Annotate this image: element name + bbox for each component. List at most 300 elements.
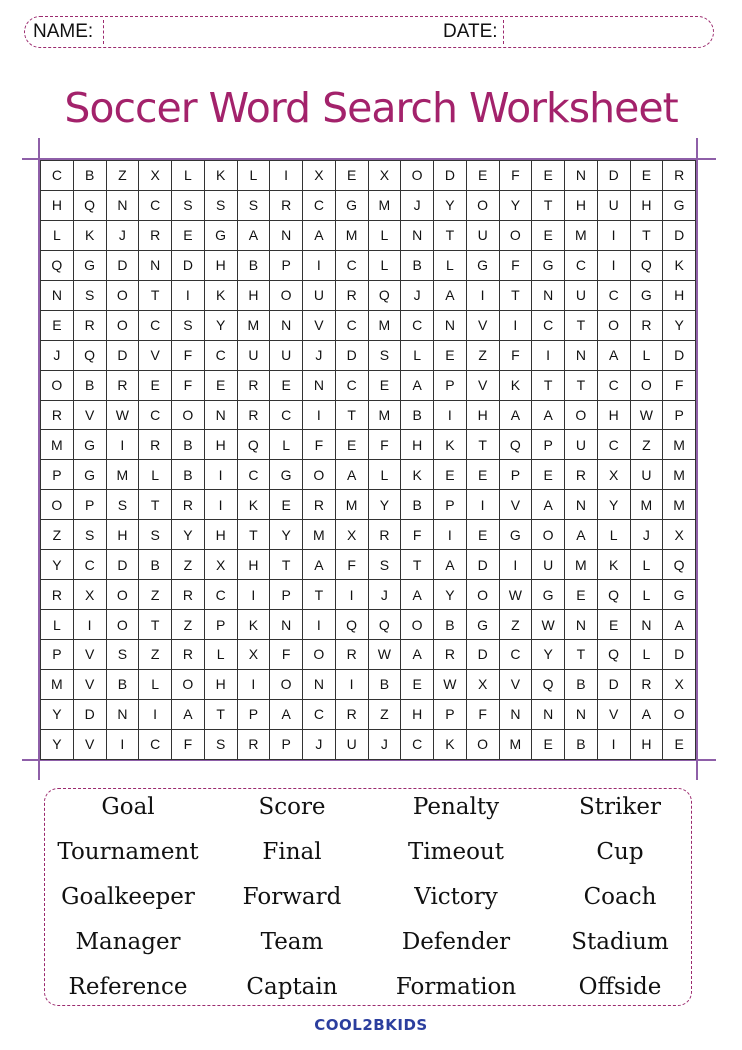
grid-cell[interactable]: Y bbox=[41, 729, 74, 759]
grid-cell[interactable]: X bbox=[663, 669, 696, 699]
grid-cell[interactable]: I bbox=[172, 280, 205, 310]
grid-cell[interactable]: O bbox=[270, 280, 303, 310]
grid-cell[interactable]: X bbox=[597, 460, 630, 490]
grid-cell[interactable]: V bbox=[73, 640, 106, 670]
grid-cell[interactable]: V bbox=[499, 490, 532, 520]
grid-cell[interactable]: A bbox=[532, 490, 565, 520]
grid-cell[interactable]: H bbox=[237, 280, 270, 310]
grid-cell[interactable]: L bbox=[270, 430, 303, 460]
grid-cell[interactable]: R bbox=[565, 460, 598, 490]
grid-cell[interactable]: L bbox=[139, 669, 172, 699]
grid-cell[interactable]: G bbox=[270, 460, 303, 490]
grid-cell[interactable]: I bbox=[466, 280, 499, 310]
grid-cell[interactable]: F bbox=[270, 640, 303, 670]
grid-cell[interactable]: Y bbox=[597, 490, 630, 520]
grid-cell[interactable]: R bbox=[270, 190, 303, 220]
grid-cell[interactable]: B bbox=[368, 669, 401, 699]
grid-cell[interactable]: U bbox=[466, 220, 499, 250]
grid-cell[interactable]: N bbox=[565, 610, 598, 640]
grid-cell[interactable]: I bbox=[499, 310, 532, 340]
grid-cell[interactable]: J bbox=[630, 520, 663, 550]
grid-cell[interactable]: O bbox=[270, 669, 303, 699]
grid-cell[interactable]: J bbox=[303, 729, 336, 759]
grid-cell[interactable]: T bbox=[335, 400, 368, 430]
grid-cell[interactable]: I bbox=[106, 430, 139, 460]
grid-cell[interactable]: W bbox=[368, 640, 401, 670]
grid-cell[interactable]: K bbox=[204, 161, 237, 191]
grid-cell[interactable]: C bbox=[335, 250, 368, 280]
grid-cell[interactable]: B bbox=[172, 430, 205, 460]
grid-cell[interactable]: Q bbox=[73, 340, 106, 370]
grid-cell[interactable]: T bbox=[466, 430, 499, 460]
grid-cell[interactable]: K bbox=[401, 460, 434, 490]
grid-cell[interactable]: H bbox=[237, 550, 270, 580]
grid-cell[interactable]: Z bbox=[139, 580, 172, 610]
grid-cell[interactable]: G bbox=[499, 520, 532, 550]
grid-cell[interactable]: W bbox=[434, 669, 467, 699]
grid-cell[interactable]: I bbox=[597, 250, 630, 280]
grid-cell[interactable]: U bbox=[303, 280, 336, 310]
grid-cell[interactable]: T bbox=[139, 490, 172, 520]
grid-cell[interactable]: E bbox=[532, 220, 565, 250]
grid-cell[interactable]: L bbox=[172, 161, 205, 191]
grid-cell[interactable]: Z bbox=[630, 430, 663, 460]
grid-cell[interactable]: I bbox=[270, 161, 303, 191]
grid-cell[interactable]: O bbox=[106, 610, 139, 640]
grid-cell[interactable]: B bbox=[139, 550, 172, 580]
grid-cell[interactable]: R bbox=[73, 310, 106, 340]
grid-cell[interactable]: Q bbox=[335, 610, 368, 640]
grid-cell[interactable]: A bbox=[335, 460, 368, 490]
grid-cell[interactable]: Q bbox=[630, 250, 663, 280]
grid-cell[interactable]: P bbox=[41, 640, 74, 670]
grid-cell[interactable]: W bbox=[499, 580, 532, 610]
grid-cell[interactable]: R bbox=[172, 490, 205, 520]
grid-cell[interactable]: O bbox=[303, 460, 336, 490]
grid-cell[interactable]: C bbox=[401, 310, 434, 340]
grid-cell[interactable]: N bbox=[532, 280, 565, 310]
grid-cell[interactable]: S bbox=[172, 310, 205, 340]
grid-cell[interactable]: H bbox=[204, 520, 237, 550]
grid-cell[interactable]: D bbox=[172, 250, 205, 280]
grid-cell[interactable]: L bbox=[368, 460, 401, 490]
grid-cell[interactable]: F bbox=[335, 550, 368, 580]
grid-cell[interactable]: S bbox=[106, 640, 139, 670]
grid-cell[interactable]: O bbox=[499, 220, 532, 250]
grid-cell[interactable]: E bbox=[172, 220, 205, 250]
grid-cell[interactable]: E bbox=[434, 340, 467, 370]
grid-cell[interactable]: D bbox=[597, 161, 630, 191]
grid-cell[interactable]: A bbox=[401, 640, 434, 670]
grid-cell[interactable]: E bbox=[335, 161, 368, 191]
grid-cell[interactable]: F bbox=[499, 161, 532, 191]
grid-cell[interactable]: D bbox=[663, 640, 696, 670]
grid-cell[interactable]: L bbox=[368, 250, 401, 280]
grid-cell[interactable]: I bbox=[466, 490, 499, 520]
grid-cell[interactable]: S bbox=[237, 190, 270, 220]
grid-cell[interactable]: Y bbox=[434, 580, 467, 610]
grid-cell[interactable]: O bbox=[630, 370, 663, 400]
grid-cell[interactable]: Q bbox=[41, 250, 74, 280]
grid-cell[interactable]: R bbox=[663, 161, 696, 191]
grid-cell[interactable]: H bbox=[565, 190, 598, 220]
grid-cell[interactable]: U bbox=[565, 430, 598, 460]
grid-cell[interactable]: I bbox=[303, 250, 336, 280]
grid-cell[interactable]: M bbox=[663, 430, 696, 460]
grid-cell[interactable]: E bbox=[335, 430, 368, 460]
grid-cell[interactable]: I bbox=[532, 340, 565, 370]
grid-cell[interactable]: N bbox=[106, 190, 139, 220]
grid-cell[interactable]: L bbox=[630, 580, 663, 610]
grid-cell[interactable]: C bbox=[303, 190, 336, 220]
grid-cell[interactable]: W bbox=[106, 400, 139, 430]
grid-cell[interactable]: Q bbox=[368, 280, 401, 310]
grid-cell[interactable]: I bbox=[597, 729, 630, 759]
grid-cell[interactable]: M bbox=[368, 190, 401, 220]
grid-cell[interactable]: I bbox=[237, 580, 270, 610]
grid-cell[interactable]: P bbox=[73, 490, 106, 520]
grid-cell[interactable]: G bbox=[73, 460, 106, 490]
grid-cell[interactable]: M bbox=[663, 460, 696, 490]
grid-cell[interactable]: X bbox=[335, 520, 368, 550]
grid-cell[interactable]: S bbox=[204, 729, 237, 759]
grid-cell[interactable]: K bbox=[434, 430, 467, 460]
grid-cell[interactable]: O bbox=[597, 310, 630, 340]
grid-cell[interactable]: C bbox=[73, 550, 106, 580]
grid-cell[interactable]: E bbox=[401, 669, 434, 699]
grid-cell[interactable]: E bbox=[466, 161, 499, 191]
grid-cell[interactable]: M bbox=[499, 729, 532, 759]
grid-cell[interactable]: A bbox=[565, 520, 598, 550]
grid-cell[interactable]: O bbox=[466, 190, 499, 220]
grid-cell[interactable]: K bbox=[499, 370, 532, 400]
grid-cell[interactable]: A bbox=[303, 550, 336, 580]
grid-cell[interactable]: K bbox=[597, 550, 630, 580]
grid-cell[interactable]: L bbox=[41, 610, 74, 640]
grid-cell[interactable]: G bbox=[335, 190, 368, 220]
grid-cell[interactable]: R bbox=[172, 580, 205, 610]
grid-cell[interactable]: X bbox=[139, 161, 172, 191]
grid-cell[interactable]: L bbox=[368, 220, 401, 250]
grid-cell[interactable]: F bbox=[466, 699, 499, 729]
grid-cell[interactable]: Q bbox=[499, 430, 532, 460]
grid-cell[interactable]: S bbox=[73, 520, 106, 550]
grid-cell[interactable]: N bbox=[401, 220, 434, 250]
grid-cell[interactable]: B bbox=[172, 460, 205, 490]
grid-cell[interactable]: I bbox=[597, 220, 630, 250]
grid-cell[interactable]: R bbox=[368, 520, 401, 550]
grid-cell[interactable]: Q bbox=[73, 190, 106, 220]
grid-cell[interactable]: C bbox=[139, 190, 172, 220]
grid-cell[interactable]: R bbox=[139, 430, 172, 460]
grid-cell[interactable]: J bbox=[401, 280, 434, 310]
grid-cell[interactable]: M bbox=[41, 669, 74, 699]
grid-cell[interactable]: E bbox=[139, 370, 172, 400]
grid-cell[interactable]: H bbox=[204, 250, 237, 280]
grid-cell[interactable]: D bbox=[466, 550, 499, 580]
grid-cell[interactable]: O bbox=[401, 610, 434, 640]
grid-cell[interactable]: C bbox=[597, 430, 630, 460]
grid-cell[interactable]: G bbox=[663, 580, 696, 610]
grid-cell[interactable]: E bbox=[597, 610, 630, 640]
grid-cell[interactable]: A bbox=[237, 220, 270, 250]
grid-cell[interactable]: H bbox=[597, 400, 630, 430]
grid-cell[interactable]: Z bbox=[466, 340, 499, 370]
grid-cell[interactable]: M bbox=[106, 460, 139, 490]
grid-cell[interactable]: D bbox=[466, 640, 499, 670]
grid-cell[interactable]: P bbox=[499, 460, 532, 490]
grid-cell[interactable]: I bbox=[434, 520, 467, 550]
grid-cell[interactable]: N bbox=[565, 490, 598, 520]
grid-cell[interactable]: E bbox=[663, 729, 696, 759]
grid-cell[interactable]: C bbox=[532, 310, 565, 340]
grid-cell[interactable]: Z bbox=[368, 699, 401, 729]
grid-cell[interactable]: I bbox=[434, 400, 467, 430]
grid-cell[interactable]: J bbox=[303, 340, 336, 370]
grid-cell[interactable]: P bbox=[434, 699, 467, 729]
grid-cell[interactable]: Z bbox=[106, 161, 139, 191]
grid-cell[interactable]: X bbox=[73, 580, 106, 610]
grid-cell[interactable]: J bbox=[368, 580, 401, 610]
grid-cell[interactable]: J bbox=[41, 340, 74, 370]
grid-cell[interactable]: R bbox=[237, 400, 270, 430]
grid-cell[interactable]: M bbox=[335, 220, 368, 250]
grid-cell[interactable]: M bbox=[41, 430, 74, 460]
grid-cell[interactable]: D bbox=[106, 340, 139, 370]
grid-cell[interactable]: H bbox=[401, 430, 434, 460]
grid-cell[interactable]: J bbox=[368, 729, 401, 759]
grid-cell[interactable]: B bbox=[237, 250, 270, 280]
grid-cell[interactable]: L bbox=[597, 520, 630, 550]
grid-cell[interactable]: G bbox=[630, 280, 663, 310]
grid-cell[interactable]: B bbox=[401, 400, 434, 430]
grid-cell[interactable]: F bbox=[172, 340, 205, 370]
grid-cell[interactable]: Y bbox=[434, 190, 467, 220]
grid-cell[interactable]: M bbox=[630, 490, 663, 520]
grid-cell[interactable]: A bbox=[303, 220, 336, 250]
grid-cell[interactable]: A bbox=[270, 699, 303, 729]
grid-cell[interactable]: F bbox=[172, 729, 205, 759]
grid-cell[interactable]: P bbox=[204, 610, 237, 640]
grid-cell[interactable]: U bbox=[532, 550, 565, 580]
grid-cell[interactable]: R bbox=[41, 400, 74, 430]
grid-cell[interactable]: F bbox=[499, 340, 532, 370]
grid-cell[interactable]: M bbox=[368, 400, 401, 430]
grid-cell[interactable]: U bbox=[270, 340, 303, 370]
grid-cell[interactable]: J bbox=[401, 190, 434, 220]
grid-cell[interactable]: I bbox=[303, 400, 336, 430]
grid-cell[interactable]: C bbox=[303, 699, 336, 729]
grid-cell[interactable]: H bbox=[204, 669, 237, 699]
grid-cell[interactable]: T bbox=[499, 280, 532, 310]
grid-cell[interactable]: G bbox=[663, 190, 696, 220]
grid-cell[interactable]: Z bbox=[139, 640, 172, 670]
grid-cell[interactable]: B bbox=[73, 370, 106, 400]
grid-cell[interactable]: Q bbox=[368, 610, 401, 640]
grid-cell[interactable]: Z bbox=[41, 520, 74, 550]
grid-cell[interactable]: T bbox=[434, 220, 467, 250]
grid-cell[interactable]: C bbox=[335, 370, 368, 400]
grid-cell[interactable]: F bbox=[368, 430, 401, 460]
grid-cell[interactable]: V bbox=[466, 370, 499, 400]
grid-cell[interactable]: O bbox=[565, 400, 598, 430]
grid-cell[interactable]: R bbox=[335, 699, 368, 729]
grid-cell[interactable]: H bbox=[630, 190, 663, 220]
grid-cell[interactable]: R bbox=[106, 370, 139, 400]
grid-cell[interactable]: Q bbox=[663, 550, 696, 580]
grid-cell[interactable]: N bbox=[565, 161, 598, 191]
grid-cell[interactable]: W bbox=[630, 400, 663, 430]
grid-cell[interactable]: I bbox=[335, 669, 368, 699]
grid-cell[interactable]: R bbox=[434, 640, 467, 670]
grid-cell[interactable]: J bbox=[106, 220, 139, 250]
grid-cell[interactable]: N bbox=[204, 400, 237, 430]
grid-cell[interactable]: A bbox=[434, 280, 467, 310]
grid-cell[interactable]: A bbox=[401, 370, 434, 400]
grid-cell[interactable]: S bbox=[368, 550, 401, 580]
grid-cell[interactable]: P bbox=[270, 580, 303, 610]
grid-cell[interactable]: P bbox=[434, 490, 467, 520]
grid-cell[interactable]: H bbox=[630, 729, 663, 759]
grid-cell[interactable]: F bbox=[663, 370, 696, 400]
grid-cell[interactable]: E bbox=[466, 460, 499, 490]
grid-cell[interactable]: H bbox=[41, 190, 74, 220]
grid-cell[interactable]: T bbox=[139, 610, 172, 640]
grid-cell[interactable]: I bbox=[204, 460, 237, 490]
grid-cell[interactable]: N bbox=[106, 699, 139, 729]
grid-cell[interactable]: P bbox=[532, 430, 565, 460]
grid-cell[interactable]: D bbox=[597, 669, 630, 699]
grid-cell[interactable]: M bbox=[663, 490, 696, 520]
grid-cell[interactable]: N bbox=[434, 310, 467, 340]
grid-cell[interactable]: V bbox=[597, 699, 630, 729]
grid-cell[interactable]: G bbox=[466, 250, 499, 280]
grid-cell[interactable]: S bbox=[368, 340, 401, 370]
grid-cell[interactable]: Q bbox=[532, 669, 565, 699]
grid-cell[interactable]: L bbox=[41, 220, 74, 250]
grid-cell[interactable]: H bbox=[401, 699, 434, 729]
grid-cell[interactable]: I bbox=[499, 550, 532, 580]
grid-cell[interactable]: Y bbox=[270, 520, 303, 550]
grid-cell[interactable]: U bbox=[630, 460, 663, 490]
grid-cell[interactable]: V bbox=[303, 310, 336, 340]
grid-cell[interactable]: M bbox=[303, 520, 336, 550]
grid-cell[interactable]: R bbox=[237, 729, 270, 759]
grid-cell[interactable]: Q bbox=[597, 580, 630, 610]
grid-cell[interactable]: C bbox=[41, 161, 74, 191]
grid-cell[interactable]: M bbox=[565, 550, 598, 580]
grid-cell[interactable]: E bbox=[630, 161, 663, 191]
grid-cell[interactable]: B bbox=[401, 490, 434, 520]
grid-cell[interactable]: I bbox=[303, 610, 336, 640]
grid-cell[interactable]: T bbox=[565, 310, 598, 340]
grid-cell[interactable]: B bbox=[434, 610, 467, 640]
grid-cell[interactable]: X bbox=[663, 520, 696, 550]
grid-cell[interactable]: N bbox=[303, 669, 336, 699]
grid-cell[interactable]: E bbox=[368, 370, 401, 400]
grid-cell[interactable]: S bbox=[139, 520, 172, 550]
grid-cell[interactable]: Y bbox=[41, 699, 74, 729]
grid-cell[interactable]: M bbox=[565, 220, 598, 250]
grid-cell[interactable]: O bbox=[401, 161, 434, 191]
grid-cell[interactable]: O bbox=[466, 580, 499, 610]
grid-cell[interactable]: Y bbox=[172, 520, 205, 550]
grid-cell[interactable]: U bbox=[565, 280, 598, 310]
grid-cell[interactable]: L bbox=[630, 640, 663, 670]
grid-cell[interactable]: B bbox=[401, 250, 434, 280]
grid-cell[interactable]: U bbox=[237, 340, 270, 370]
grid-cell[interactable]: E bbox=[532, 161, 565, 191]
grid-cell[interactable]: Y bbox=[41, 550, 74, 580]
grid-cell[interactable]: B bbox=[565, 729, 598, 759]
grid-cell[interactable]: A bbox=[663, 610, 696, 640]
grid-cell[interactable]: Y bbox=[499, 190, 532, 220]
grid-cell[interactable]: O bbox=[466, 729, 499, 759]
grid-cell[interactable]: L bbox=[204, 640, 237, 670]
grid-cell[interactable]: R bbox=[237, 370, 270, 400]
grid-cell[interactable]: Y bbox=[368, 490, 401, 520]
grid-cell[interactable]: R bbox=[630, 669, 663, 699]
grid-cell[interactable]: E bbox=[466, 520, 499, 550]
grid-cell[interactable]: F bbox=[172, 370, 205, 400]
grid-cell[interactable]: G bbox=[73, 430, 106, 460]
grid-cell[interactable]: C bbox=[139, 310, 172, 340]
grid-cell[interactable]: N bbox=[532, 699, 565, 729]
grid-cell[interactable]: F bbox=[303, 430, 336, 460]
grid-cell[interactable]: X bbox=[303, 161, 336, 191]
grid-cell[interactable]: T bbox=[532, 370, 565, 400]
grid-cell[interactable]: C bbox=[499, 640, 532, 670]
grid-cell[interactable]: Y bbox=[532, 640, 565, 670]
grid-cell[interactable]: A bbox=[499, 400, 532, 430]
grid-cell[interactable]: L bbox=[237, 161, 270, 191]
grid-cell[interactable]: A bbox=[434, 550, 467, 580]
grid-cell[interactable]: T bbox=[565, 640, 598, 670]
grid-cell[interactable]: V bbox=[499, 669, 532, 699]
grid-cell[interactable]: N bbox=[303, 370, 336, 400]
grid-cell[interactable]: I bbox=[335, 580, 368, 610]
grid-cell[interactable]: H bbox=[466, 400, 499, 430]
grid-cell[interactable]: E bbox=[270, 370, 303, 400]
grid-cell[interactable]: D bbox=[73, 699, 106, 729]
grid-cell[interactable]: T bbox=[303, 580, 336, 610]
grid-cell[interactable]: E bbox=[270, 490, 303, 520]
grid-cell[interactable]: T bbox=[139, 280, 172, 310]
grid-cell[interactable]: A bbox=[532, 400, 565, 430]
grid-cell[interactable]: C bbox=[237, 460, 270, 490]
grid-cell[interactable]: F bbox=[401, 520, 434, 550]
grid-cell[interactable]: O bbox=[303, 640, 336, 670]
grid-cell[interactable]: P bbox=[270, 729, 303, 759]
grid-cell[interactable]: K bbox=[434, 729, 467, 759]
grid-cell[interactable]: X bbox=[204, 550, 237, 580]
grid-cell[interactable]: O bbox=[532, 520, 565, 550]
grid-cell[interactable]: Q bbox=[597, 640, 630, 670]
date-field[interactable] bbox=[503, 20, 504, 44]
grid-cell[interactable]: X bbox=[237, 640, 270, 670]
grid-cell[interactable]: Z bbox=[172, 550, 205, 580]
grid-cell[interactable]: M bbox=[368, 310, 401, 340]
grid-cell[interactable]: S bbox=[106, 490, 139, 520]
grid-cell[interactable]: O bbox=[106, 580, 139, 610]
grid-cell[interactable]: C bbox=[139, 400, 172, 430]
grid-cell[interactable]: E bbox=[565, 580, 598, 610]
grid-cell[interactable]: Y bbox=[663, 310, 696, 340]
grid-cell[interactable]: A bbox=[401, 580, 434, 610]
grid-cell[interactable]: O bbox=[172, 400, 205, 430]
grid-cell[interactable]: O bbox=[663, 699, 696, 729]
grid-cell[interactable]: T bbox=[270, 550, 303, 580]
